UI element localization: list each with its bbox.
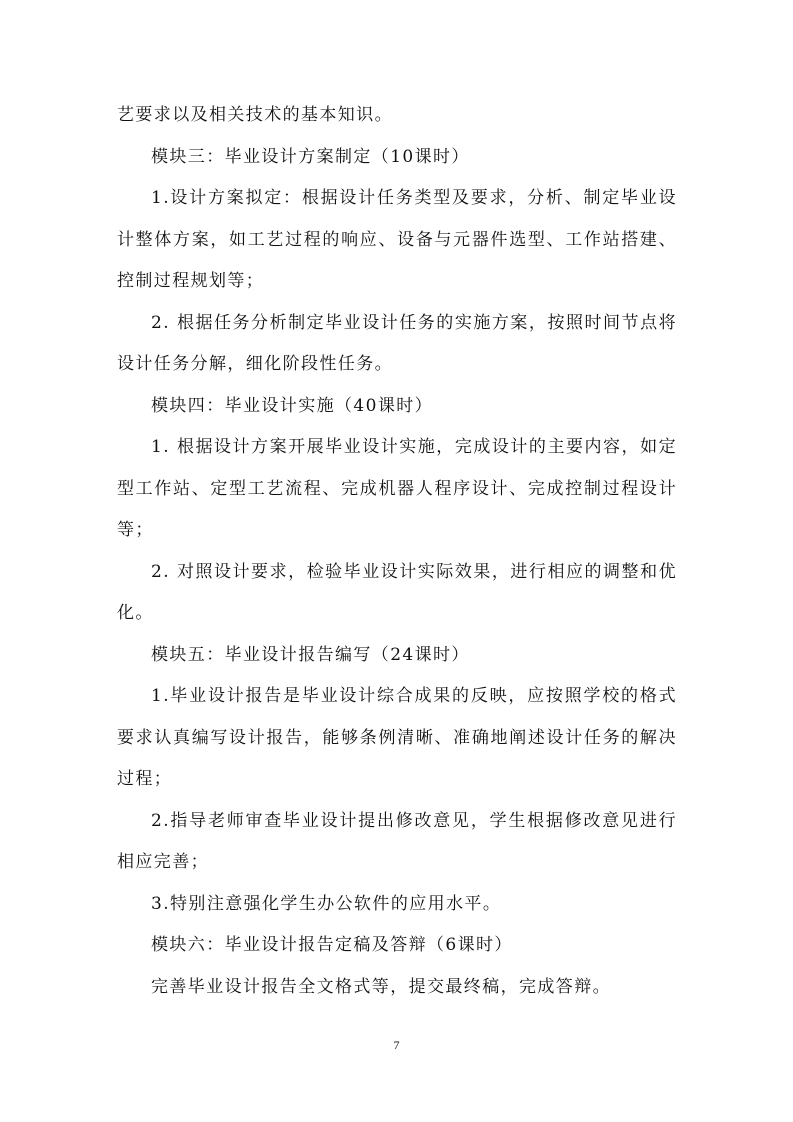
- paragraph: 3.特别注意强化学生办公软件的应用水平。: [151, 893, 502, 914]
- page-number: 7: [393, 1038, 400, 1052]
- paragraph: 1.毕业设计报告是毕业设计综合成果的反映，应按照学校的格式要求认真编写设计报告，能够条例清晰、准确地阐述设计任务的解决过程；: [117, 686, 677, 789]
- paragraph: 2. 对照设计要求，检验毕业设计实际效果，进行相应的调整和优化。: [117, 561, 677, 623]
- module-6-heading: 模块六：毕业设计报告定稿及答辩（6课时）: [151, 935, 513, 955]
- paragraph: 完善毕业设计报告全文格式等，提交最终稿，完成答辩。: [151, 976, 611, 997]
- paragraph-continuation: 艺要求以及相关技术的基本知识。: [117, 105, 393, 125]
- paragraph: 1. 根据设计方案开展毕业设计实施，完成设计的主要内容，如定型工作站、定型工艺流程、完成机器人程序设计、完成控制过程设计等；: [117, 437, 677, 540]
- paragraph: 1.设计方案拟定：根据设计任务类型及要求，分析、制定毕业设计整体方案，如工艺过程的响应、设备与元器件选型、工作站搭建、控制过程规划等；: [117, 188, 677, 291]
- module-3-heading: 模块三：毕业设计方案制定（10课时）: [151, 146, 470, 167]
- module-4-heading: 模块四：毕业设计实施（40课时）: [151, 395, 434, 416]
- paragraph: 2.指导老师审查毕业设计提出修改意见，学生根据修改意见进行相应完善；: [117, 810, 677, 872]
- paragraph: 2. 根据任务分析制定毕业设计任务的实施方案，按照时间节点将设计任务分解，细化阶段性任务。: [117, 312, 677, 374]
- module-5-heading: 模块五：毕业设计报告编写（24课时）: [151, 644, 470, 665]
- body-text: [117, 95, 677, 1008]
